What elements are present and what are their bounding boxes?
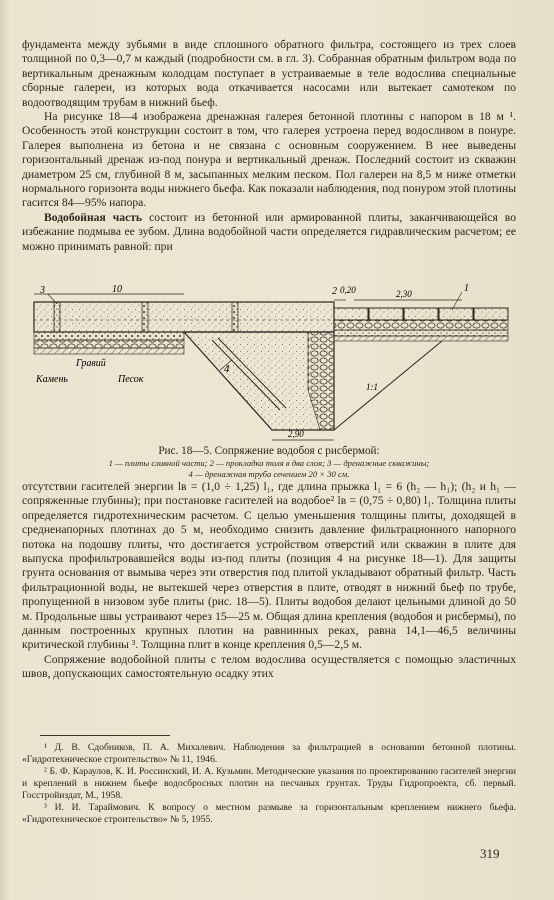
dim-10: 10 (112, 284, 122, 295)
riprap-slab (439, 308, 473, 320)
apron-slab (34, 302, 334, 332)
paragraph-joint: Сопряжение водобойной плиты с телом водослива осуществляется с помощью эластичных швов, допускающих самостоятельную осадку этих (22, 652, 516, 681)
slope-line (334, 341, 442, 430)
dim-230: 2,30 (396, 289, 412, 299)
dim-290: 2,90 (288, 429, 304, 439)
drainage-well (142, 302, 148, 332)
riprap-filter-sand (334, 336, 508, 341)
drainage-well (232, 302, 238, 332)
term-apron: Водобойная часть (44, 210, 143, 224)
label-3: 3 (40, 285, 45, 296)
drainage-well (54, 302, 60, 332)
dim-020: 0,20 (340, 285, 356, 295)
sand-layer (34, 348, 184, 354)
label-stone: Камень (36, 374, 68, 385)
label-sand: Песок (118, 374, 144, 385)
footnote-3: ³ И. И. Тараймович. К вопросу о местном размыве за горизонтальным креплением нижнего бьефа. «Гидротехническое строительство» № 5, 1955. (22, 802, 516, 825)
caption-legend-1: 1 — плиты сливной части; 2 — прокладка толя в два слоя; 3 — дренажные скважины; (108, 458, 430, 468)
riprap-filter-stone (334, 320, 508, 330)
riprap-slab (404, 308, 438, 320)
caption-title: Рис. 18—5. Сопряжение водобоя с рисбермой: (158, 445, 380, 457)
riprap-filter-gravel (334, 330, 508, 336)
paragraph-continued: отсутствии гасителей энергии lв = (1,0 ÷ 1,25) l₁, где длина прыжка l₁ = 6 (h₂ — h₁); (h₂ и h₁ — сопряженные глубины); при постановке гасителей на водобое² lв = (0,75 ÷ 0,80) l₁. Толщина плиты определяется гидротехническим расчетом. С целью уменьшения толщины плиты, доходящей в средненапорных плотинах до 5 м, необходимо снизить давление фильтрационного напорного потока на подошву плиты, что достигается устройством отверстий или скважин в плите для выпуска профильтровавшейся воды из-под плиты (позиция 4 на рисунке 18—1). Для защиты грунта основания от вымыва через эти отверстия под плитой укладывают обратный фильтр. Часть фильтрационной воды, не вытекшей через отверстия в плите, отводят в нижний бьеф по трубе, пропущенной в низовом зубе плиты (рис. 18—5). Плиты водобоя делают цельными длиной до 50 м. Продольные швы устраивают через 15—25 м. Общая длина крепления (водобоя и рисбермы), по данным построенных крупных плотин на равнинных реках, равна 14,1—46,5 величины критической глубины ³. Толщина плит в конце крепления 0,5—2,5 м. (22, 480, 516, 652)
gravel-layer (34, 332, 184, 340)
paragraph-intro: фундамента между зубьями в виде сплошного обратного фильтра, состоящего из трех слоев толщиной по 0,3—0,7 м каждый (подробности см. в гл. 3). Собранная обратным фильтром вода по вертикальным дренажным колодцам поступает в устраиваемые в теле водослива специальные сборные галереи, из которых вода откачивается насосами или вытекает самотеком по водоотводящим трубам в нижний бьеф. (22, 38, 516, 109)
footnotes (22, 742, 516, 826)
paragraph-gallery: На рисунке 18—4 изображена дренажная галерея бетонной плотины с напором в 18 м ¹. Особенность этой конструкции состоит в том, что галерея устроена перед водосливом в понуре. Галерея выполнена из бетона и не связана с основным сооружением. В нее выведены горизонтальный дренаж из-под понура и вертикальный дренаж. Последний состоит из скважин диаметром 25 см, глубиной 8 м, засыпанных мелким песком. Пол галереи на 8,5 м ниже отметки нормального горизонта воды нижнего бьефа. Как показали наблюдения, под понуром этой плотины гасится 84—95% напора. (22, 110, 516, 210)
page-number: 319 (480, 846, 500, 861)
riprap-slab (369, 308, 403, 320)
text-block-top (22, 38, 516, 254)
footnote-1: ¹ Д. В. Сдобников, П. А. Михалевич. Наблюдения за фильтрацией в основании бетонной плотины. «Гидротехническое строительство» № 11, 1946. (22, 742, 516, 765)
caption-legend-2: 4 — дренажная труба сечением 20 × 30 см. (188, 468, 350, 479)
footnote-2: ² Б. Ф. Караулов, К. И. Россинский, И. А. Кузьмин. Методические указания по проектированию гасителей энергии и креплений в нижнем бьефе водосбросных плотин на песчаных грунтах. Труды Гидропроекта, сб. первый. Госстройиздат, М., 1958. (22, 766, 516, 801)
label-gravel: Гравий (76, 358, 106, 369)
paragraph-apron-body: состоит из бетонной или армированной плиты, заканчивающейся во избежание подмыва ее зубом. Длина водобойной части определяется гидравлическим расчетом; ее можно принимать равной: при (22, 210, 516, 253)
stone-layer (34, 340, 184, 348)
label-4: 4 (224, 363, 230, 375)
label-1: 1 (464, 283, 469, 294)
paragraph-apron (22, 211, 516, 254)
slope-label: 1:1 (366, 382, 378, 392)
footnote-rule (40, 735, 170, 736)
text-block-bottom (22, 480, 516, 682)
label-2: 2 (332, 286, 337, 297)
riprap-slab (334, 308, 368, 320)
figure-apron-riprap-diagram (22, 280, 516, 446)
figure-caption (22, 445, 516, 479)
riprap-slab (474, 308, 508, 320)
